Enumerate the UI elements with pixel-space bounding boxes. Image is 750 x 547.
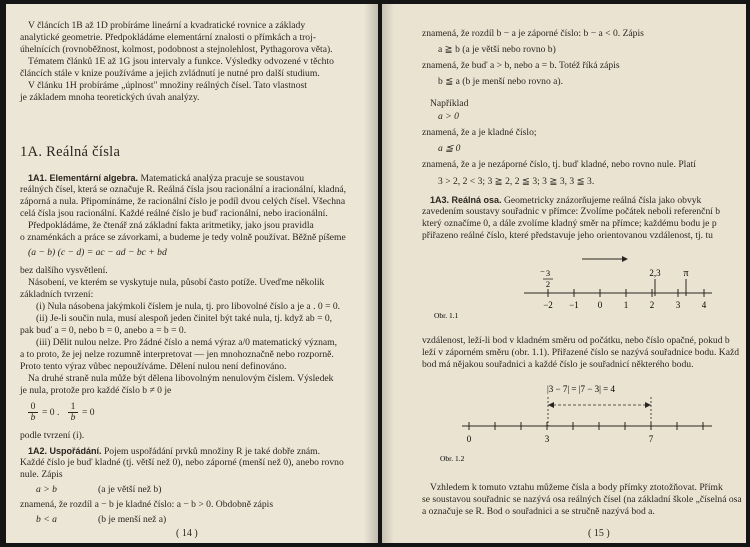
paragraph-line: bez dalšího vysvětlení. (20, 265, 108, 276)
paragraph-line: Vzhledem k tomuto vztahu můžeme čísla a body přímky ztotožňovat. Přímk (430, 482, 723, 493)
right-page (382, 4, 746, 543)
paragraph-line: Násobení, ve kterém se vyskytuje nula, působí často potíže. Uveďme několik (28, 277, 325, 288)
formula-line: a ≦ 0 (438, 143, 461, 154)
tick-label: 3 (675, 300, 681, 310)
inequality: a > b (36, 484, 57, 495)
formula-line: 3 > 2, 2 < 3; 3 ≧ 2, 2 ≦ 3; 3 ≧ 3, 3 ≦ 3. (438, 176, 595, 187)
paragraph-line: znamená, že a je nezáporné číslo, tj. buď kladné, nebo rovno nule. Platí (422, 159, 696, 170)
paragraph-line: Proto tento výraz vůbec nepoužíváme. Dělení nulou není definováno. (20, 361, 287, 372)
paragraph-text: Pojem uspořádání prvků množiny R je také dobře znám. (103, 446, 321, 457)
formula-distributive: (a − b) (c − d) = ac − ad − bc + bd (28, 247, 167, 258)
intro-line: analytické geometrie. Předpokládáme elementární znalosti o přímkách a troj- (20, 32, 316, 43)
paragraph-line: a označuje se R. Bod o souřadnici a se stručně nazývá bod a. (422, 506, 655, 517)
figure-formula: |3 − 7| = |7 − 3| = 4 (547, 384, 616, 394)
paragraph-line: Na druhé straně nula může být dělena libovolným nenulovým číslem. Výsledek (28, 373, 334, 384)
tick-label: 0 (466, 434, 472, 444)
tick-label: −2 (543, 300, 553, 310)
paragraph-line: a to proto, že jej nelze rozumně interpretovat — jen mnohoznačně nebo rozporně. (20, 349, 334, 360)
paragraph-line: záporná a nula. Připomínáme, že racionální číslo je podíl dvou celých čísel. Všechna (20, 196, 346, 207)
paragraph-line: přiřazeno reálné číslo, které představuje jeho orientovanou vzdálenost, tj. tu (422, 230, 713, 241)
intro-line: článcích stále v knize používáme a jejich zvládnutí je nutné pro další studium. (20, 68, 320, 79)
paragraph-line: bod má nějakou souřadnici a každé číslo je souřadnicí některého bodu. (422, 359, 694, 370)
page-number: ( 14 ) (176, 528, 198, 539)
numerator: 0 (30, 401, 36, 412)
paragraph-line: celá čísla jsou racionální. Každé reálné číslo je buď racionální, nebo iracionální. (20, 208, 328, 219)
label-minus-three-halves: 3 (545, 268, 551, 278)
subsection-heading: 1A3. Reálná osa. (430, 195, 502, 205)
list-item: (ii) Je-li součin nula, musí alespoň jeden činitel být také nula, tj. když ab = 0, (36, 313, 333, 324)
page-number: ( 15 ) (588, 528, 610, 539)
paragraph-line: základních tvrzení: (20, 289, 94, 300)
label-2-3: 2,3 (649, 268, 661, 278)
paragraph-line: Například (430, 98, 469, 109)
denominator: b (68, 412, 78, 423)
minus-sign: − (540, 266, 545, 276)
intro-line: V článcích 1B až 1D probíráme lineární a kvadratické rovnice a základy (28, 20, 306, 31)
subsection-heading: 1A1. Elementární algebra. (28, 173, 139, 183)
figure-caption: Obr. 1.1 (434, 311, 459, 320)
arrow-head (622, 256, 628, 262)
paragraph-line: Předpokládáme, že čtenář zná základní fakta aritmetiky, jako jsou pravidla (28, 220, 314, 231)
paragraph-line: nule. Zápis (20, 469, 63, 480)
bracket-arrow-left (548, 402, 554, 408)
denominator: b (28, 412, 38, 423)
tick-label: 0 (597, 300, 603, 310)
intro-line: V článku 1H probíráme „úplnost" množiny reálných čísel. Tato vlastnost (28, 80, 307, 91)
formula-line: a ≧ b (a je větší nebo rovno b) (438, 44, 556, 55)
list-item: (i) Nula násobena jakýmkoli číslem je nula, tj. pro libovolné číslo a je a . 0 = 0. (36, 301, 341, 312)
tick-label: 7 (648, 434, 654, 444)
tick-label: 3 (544, 434, 550, 444)
inequality-desc: (b je menší než a) (98, 514, 167, 525)
fraction (28, 402, 38, 423)
tick-label: −1 (569, 300, 579, 310)
paragraph-line: podle tvrzení (i). (20, 430, 85, 441)
equation-text: = 0 . (42, 407, 60, 418)
paragraph-line: znamená, že a je kladné číslo; (422, 127, 537, 138)
subsection-heading: 1A2. Uspořádání. (28, 446, 102, 456)
intro-line: Tématem článků 1E až 1G jsou intervaly a funkce. Výsledky odvozené v těchto (28, 56, 334, 67)
paragraph-line: znamená, že rozdíl a − b je kladné číslo: a − b > 0. Obdobně zápis (20, 499, 274, 510)
inequality: b < a (36, 514, 57, 525)
section-title: 1A. Reálná čísla (20, 144, 121, 160)
paragraph-line: o znaménkách a práce se závorkami, a budeme je tedy volně používat. Běžně píšeme (20, 232, 346, 243)
formula-line: a > 0 (438, 111, 459, 122)
figure-caption: Obr. 1.2 (440, 454, 465, 463)
inequality-desc: (a je větší než b) (98, 484, 162, 495)
equation-text: = 0 (82, 407, 95, 418)
intro-line: je základem mnoha teoretických úvah analýzy. (20, 92, 200, 103)
paragraph-line: Každé číslo je buď kladné (tj. větší než 0), nebo záporné (menší než 0), anebo rovno (20, 457, 344, 468)
paragraph-line: leží v záporném směru (obr. 1.1). Přiřazené číslo se nazývá souřadnice bodu. Každ (422, 347, 740, 358)
paragraph-line: znamená, že buď a > b, nebo a = b. Totéž říká zápis (422, 60, 620, 71)
list-item: pak buď a = 0, nebo b = 0, anebo a = b = 0. (20, 325, 187, 336)
fraction (68, 402, 78, 423)
figure-number-line (382, 4, 746, 543)
tick-label: 4 (701, 300, 707, 310)
paragraph-line: reálných čísel, která se označuje R. Reálná čísla jsou racionální a iracionální, kladná, (20, 184, 347, 195)
label-pi: π (683, 268, 689, 279)
paragraph-line: zavedením soustavy souřadnic v přímce: Zvolíme počátek neboli referenční b (422, 206, 721, 217)
left-page (6, 4, 378, 543)
tick-label: 1 (623, 300, 629, 310)
paragraph-line: znamená, že rozdíl b − a je záporné číslo: b − a < 0. Zápis (422, 28, 644, 39)
paragraph-line: se soustavou souřadnic se nazývá osa reálných čísel (na základní škole „číselná osa (422, 494, 742, 505)
list-item: (iii) Dělit nulou nelze. Pro žádné číslo a nemá výraz a/0 matematický význam, (36, 337, 338, 348)
bracket-arrow-right (645, 402, 651, 408)
paragraph-line: vzdálenost, leží-li bod v kladném směru od počátku, nebo číslo opačné, pokud b (422, 335, 730, 346)
paragraph-text: Matematická analýza pracuje se soustavou (140, 173, 305, 184)
tick-label: 2 (649, 300, 655, 310)
formula-line: b ≦ a (b je menší nebo rovno a). (438, 76, 563, 87)
paragraph-text: Geometricky znázorňujeme reálná čísla jako obvyk (503, 195, 702, 206)
numerator: 1 (70, 401, 76, 412)
denominator: 2 (545, 279, 551, 289)
paragraph-line: je nula, protože pro každé číslo b ≠ 0 je (20, 385, 172, 396)
paragraph-line: který označíme 0, a dále zvolíme kladný směr na přímce; každému bodu je p (422, 218, 717, 229)
intro-line: úhelnících (rovnoběžnost, kolmost, podobnost a stejnolehlost, Pythagorova věta). (20, 44, 333, 55)
